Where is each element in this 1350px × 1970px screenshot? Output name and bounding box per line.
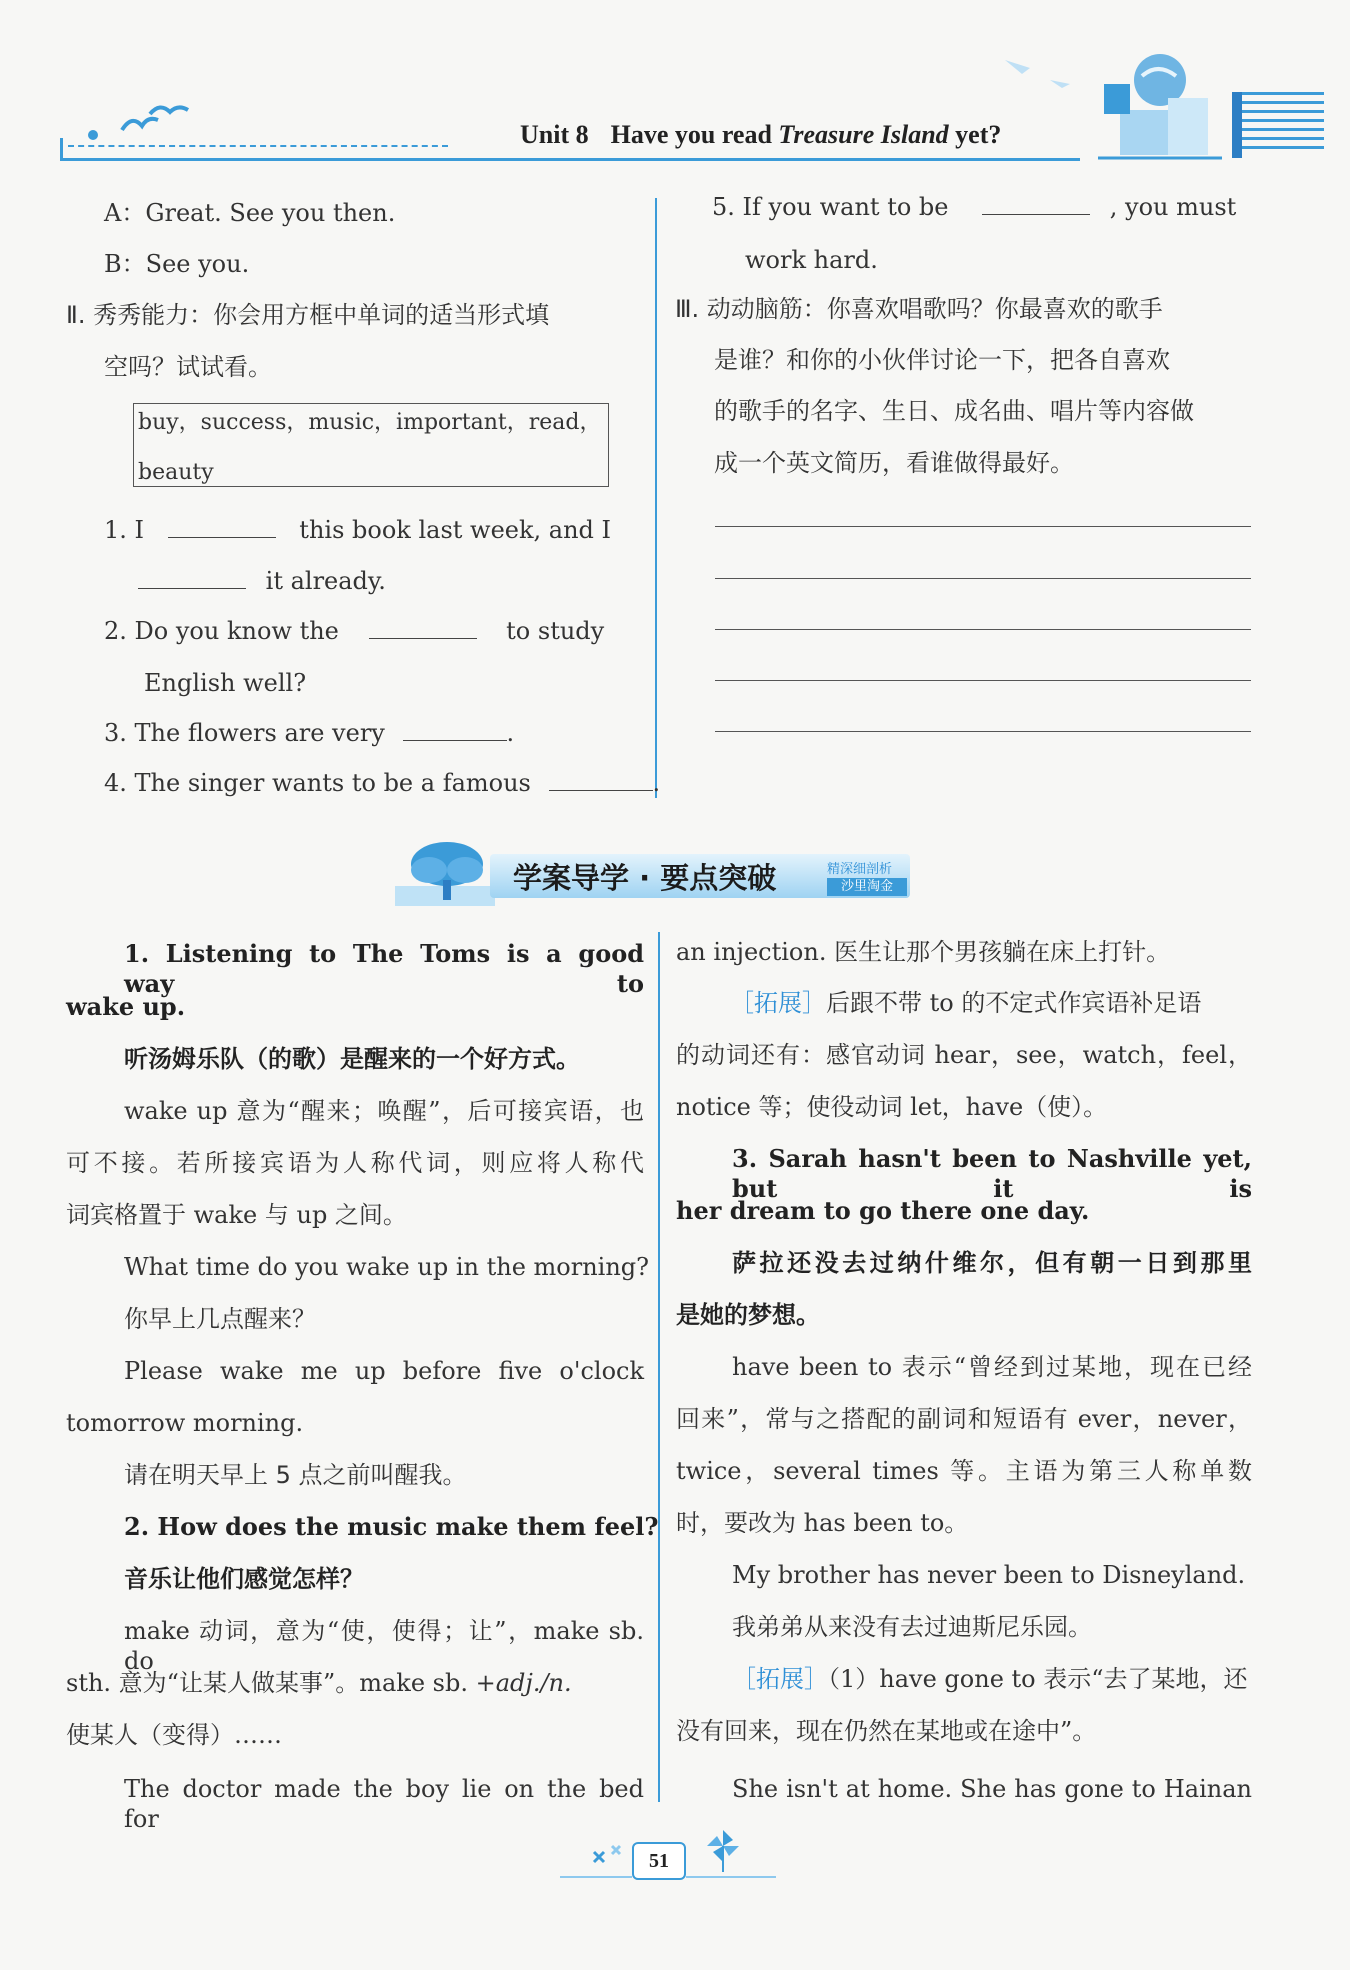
point-2-explanation-3: 使某人（变得）…… [66, 1721, 282, 1749]
section-3-line-2: 是谁？和你的小伙伴讨论一下，把各自喜欢 [714, 346, 1170, 374]
footer-line-left [560, 1876, 632, 1878]
point-2-explanation-1: make 动词，意为“使，使得；让”，make sb. do [124, 1617, 644, 1675]
point-2-explanation-2: sth. 意为“让某人做某事”。make sb. +adj./n. [66, 1669, 572, 1697]
point-3-extension-cont: 没有回来，现在仍然在某地或在途中”。 [676, 1717, 1097, 1745]
point-3-sentence: 3. Sarah hasn't been to Nashville yet, but it is [732, 1144, 1252, 1203]
header-dot [88, 130, 98, 140]
question-5: 5. If you want to be , you must [712, 193, 1237, 221]
word-box-line-2: beauty [138, 460, 214, 485]
point-2-extension: ［拓展］后跟不带 to 的不定式作宾语补足语 [730, 989, 1202, 1017]
point-2-sentence: 2. How does the music make them feel? [124, 1512, 659, 1541]
question-2: 2. Do you know the to study [104, 617, 605, 645]
answer-blank-1b[interactable] [138, 566, 246, 589]
answer-blank-1a[interactable] [168, 515, 276, 538]
section-3-title: Ⅲ. 动动脑筋：你喜欢唱歌吗？你最喜欢的歌手 [675, 295, 1163, 323]
banner-sub-1: 精深细剖析 [827, 862, 893, 877]
point-1-example-2: Please wake me up before five o'clock [124, 1357, 644, 1385]
writing-line-2[interactable] [715, 578, 1251, 579]
point-3-sentence-cont: her dream to go there one day. [676, 1196, 1090, 1225]
dialogue-a: A：Great. See you then. [104, 199, 396, 227]
word-box-line-1: buy，success，music，important，read， [138, 410, 602, 435]
header-rule [60, 158, 1080, 161]
dialogue-b: B：See you. [104, 250, 250, 278]
writing-line-4[interactable] [715, 680, 1251, 681]
header-title: Unit 8 Have you read Treasure Island yet? [520, 120, 1002, 149]
star-icon [586, 1838, 626, 1868]
writing-line-5[interactable] [715, 731, 1251, 732]
point-1-example-2-cn: 请在明天早上 5 点之前叫醒我。 [124, 1461, 467, 1489]
point-2-example-1-cont: an injection. 医生让那个男孩躺在床上打针。 [676, 938, 1171, 966]
point-1-explanation-1: wake up 意为“醒来；唤醒”，后可接宾语，也 [124, 1097, 644, 1125]
question-5-cont: work hard. [745, 246, 878, 274]
point-1-example-1-cn: 你早上几点醒来？ [124, 1305, 316, 1333]
question-4: 4. The singer wants to be a famous . [104, 769, 661, 797]
column-divider-top [655, 198, 657, 798]
point-1-explanation-2: 可不接。若所接宾语为人称代词，则应将人称代 [66, 1149, 644, 1177]
point-3-explanation-1: have been to 表示“曾经到过某地，现在已经 [732, 1353, 1252, 1381]
header-stub [60, 138, 63, 160]
seagull-icon [112, 100, 192, 140]
point-1-sentence: 1. Listening to The Toms is a good way to [124, 939, 644, 998]
question-2-cont: English well? [144, 669, 307, 697]
point-3-explanation-3: twice，several times 等。主语为第三人称单数 [676, 1457, 1252, 1485]
section-2-title-cont: 空吗？试试看。 [104, 353, 272, 381]
writing-line-3[interactable] [715, 629, 1251, 630]
point-2-extension-2: 的动词还有：感官动词 hear，see，watch，feel， [676, 1041, 1252, 1069]
point-2-translation: 音乐让他们感觉怎样？ [124, 1565, 364, 1593]
question-1: 1. I this book last week, and I [104, 516, 612, 544]
answer-blank-4[interactable] [549, 768, 653, 791]
point-1-translation: 听汤姆乐队（的歌）是醒来的一个好方式。 [124, 1045, 580, 1073]
column-divider-bottom [658, 932, 660, 1802]
header-dashes [68, 145, 448, 147]
writing-line-1[interactable] [715, 526, 1251, 527]
banner-title: 学案导学 · 要点突破 [513, 861, 777, 895]
header-stripes [1232, 92, 1324, 162]
point-3-translation: 萨拉还没去过纳什维尔，但有朝一日到那里 [732, 1249, 1252, 1277]
section-3-line-3: 的歌手的名字、生日、成名曲、唱片等内容做 [714, 397, 1194, 425]
footer-line-right [686, 1876, 776, 1878]
pinwheel-icon [700, 1826, 746, 1874]
header-bar [1232, 92, 1242, 158]
answer-blank-5[interactable] [982, 192, 1090, 215]
point-1-example-1: What time do you wake up in the morning? [124, 1253, 650, 1281]
tree-icon [395, 840, 495, 906]
section-3-line-4: 成一个英文简历，看谁做得最好。 [714, 449, 1074, 477]
point-2-extension-3: notice 等；使役动词 let，have（使）。 [676, 1093, 1108, 1121]
question-3: 3. The flowers are very . [104, 719, 515, 747]
answer-blank-3[interactable] [403, 718, 507, 741]
point-3-example-2: She isn't at home. She has gone to Hainan [732, 1775, 1252, 1803]
point-1-sentence-cont: wake up. [66, 992, 186, 1021]
section-2-title: Ⅱ. 秀秀能力：你会用方框中单词的适当形式填 [66, 301, 550, 329]
point-2-example-1: The doctor made the boy lie on the bed for [124, 1775, 644, 1833]
point-3-example-1: My brother has never been to Disneyland. [732, 1561, 1246, 1589]
point-3-example-1-cn: 我弟弟从来没有去过迪斯尼乐园。 [732, 1613, 1092, 1641]
page-number: 51 [632, 1842, 686, 1880]
section-banner [395, 840, 925, 906]
answer-blank-2[interactable] [369, 616, 477, 639]
point-3-explanation-2: 回来”，常与之搭配的副词和短语有 ever，never， [676, 1405, 1252, 1433]
point-3-extension: ［拓展］（1）have gone to 表示“去了某地，还 [732, 1665, 1248, 1693]
globe-scene-icon [1000, 40, 1230, 160]
point-3-translation-cont: 是她的梦想。 [676, 1301, 820, 1329]
point-1-explanation-3: 词宾格置于 wake 与 up 之间。 [66, 1201, 407, 1229]
point-3-explanation-4: 时，要改为 has been to。 [676, 1509, 969, 1537]
question-1-cont: it already. [138, 566, 386, 596]
banner-sub-2: 沙里淘金 [827, 878, 907, 896]
point-1-example-2-cont: tomorrow morning. [66, 1409, 304, 1437]
